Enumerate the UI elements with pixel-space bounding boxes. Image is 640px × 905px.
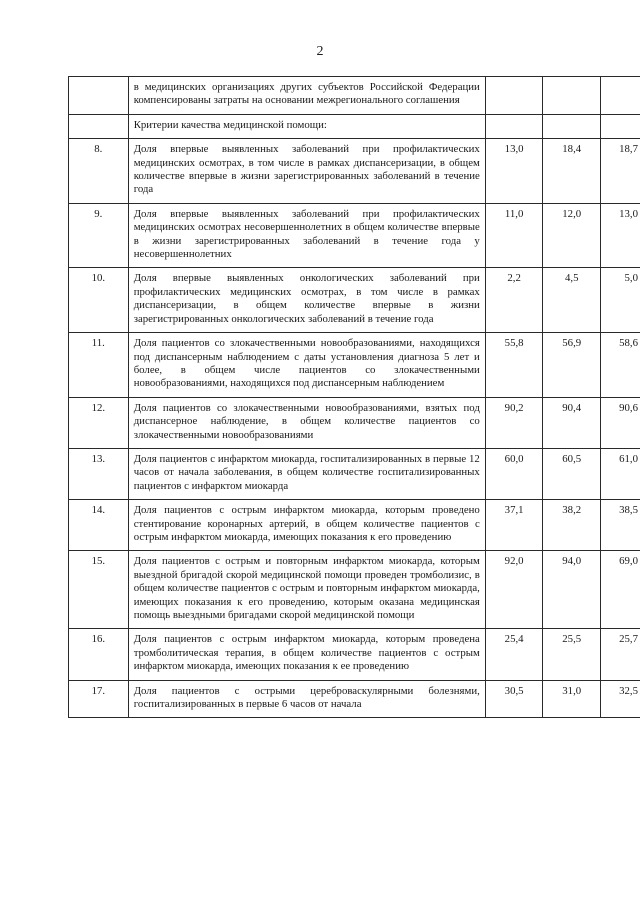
table-row: [69, 139, 640, 204]
value-year-1: 37,1: [485, 500, 543, 551]
value-year-1: 2,2: [485, 268, 543, 333]
value-year-2: 25,5: [543, 629, 601, 680]
row-number: 12.: [69, 397, 129, 448]
value-year-2: [543, 77, 601, 115]
value-year-3: [601, 77, 640, 115]
value-year-2: 56,9: [543, 333, 601, 398]
value-year-1: [485, 77, 543, 115]
value-year-1: 30,5: [485, 680, 543, 718]
row-description: Доля впервые выявленных онкологических заболеваний при профилактических медицинских осмотрах, в том числе в рамках диспансеризации, в общем количестве впервые в жизни зарегистрированных онкологических заболеваний в течение года: [128, 268, 485, 333]
row-description: Доля пациентов с острыми цереброваскулярными болезнями, госпитализированных в первые 6 часов от начала: [128, 680, 485, 718]
row-description: Доля пациентов со злокачественными новообразованиями, находящихся под диспансерным наблюдением с даты установления диагноза 5 лет и более, в общем числе пациентов со злокачественными новообразованиями, находящихся под диспансерным наблюдением: [128, 333, 485, 398]
row-number: [69, 77, 129, 115]
row-number: 8.: [69, 139, 129, 204]
table-row: [69, 77, 640, 115]
value-year-1: 11,0: [485, 203, 543, 268]
row-number: [69, 114, 129, 138]
row-number: 17.: [69, 680, 129, 718]
value-year-1: 13,0: [485, 139, 543, 204]
table-row: [69, 114, 640, 138]
row-number: 10.: [69, 268, 129, 333]
row-number: 13.: [69, 448, 129, 499]
value-year-3: [601, 114, 640, 138]
value-year-3: 69,0: [601, 551, 640, 629]
value-year-1: 90,2: [485, 397, 543, 448]
value-year-3: 5,0: [601, 268, 640, 333]
row-description: Доля впервые выявленных заболеваний при профилактических медицинских осмотрах, в том числе в рамках диспансеризации, в общем количестве впервые в жизни зарегистрированных заболеваний в течение года: [128, 139, 485, 204]
value-year-2: 12,0: [543, 203, 601, 268]
row-description: Доля пациентов с инфарктом миокарда, госпитализированных в первые 12 часов от начала заболевания, в общем количестве госпитализированных пациентов с инфарктом миокарда: [128, 448, 485, 499]
table-row: [69, 397, 640, 448]
page-number: 2: [316, 44, 324, 59]
row-description: Доля пациентов с острым и повторным инфарктом миокарда, которым выездной бригадой скорой медицинской помощи проведен тромболизис, в общем количестве пациентов с острым и повторным инфарктом миокарда, имеющих показания к его проведению, которым оказана медицинская помощь выездными бригадами скорой медицинской помощи: [128, 551, 485, 629]
row-description: Доля пациентов с острым инфарктом миокарда, которым проведено стентирование коронарных артерий, в общем количестве пациентов с острым инфарктом миокарда, имеющих показания к его проведению: [128, 500, 485, 551]
table-row: [69, 203, 640, 268]
value-year-3: 25,7: [601, 629, 640, 680]
value-year-2: 4,5: [543, 268, 601, 333]
value-year-1: [485, 114, 543, 138]
table-row: [69, 680, 640, 718]
table-row: [69, 629, 640, 680]
value-year-2: [543, 114, 601, 138]
value-year-3: 13,0: [601, 203, 640, 268]
value-year-1: 60,0: [485, 448, 543, 499]
row-description: в медицинских организациях других субъектов Российской Федерации компенсированы затраты на основании межрегионального соглашения: [128, 77, 485, 115]
value-year-3: 90,6: [601, 397, 640, 448]
value-year-3: 61,0: [601, 448, 640, 499]
criteria-table: [68, 76, 640, 718]
row-description: Доля пациентов с острым инфарктом миокарда, которым проведена тромболитическая терапия, в общем количестве пациентов с острым инфарктом миокарда, имеющих показания к ее проведению: [128, 629, 485, 680]
value-year-2: 31,0: [543, 680, 601, 718]
table-row: [69, 448, 640, 499]
table-row: [69, 500, 640, 551]
row-description: Доля впервые выявленных заболеваний при профилактических медицинских осмотрах несовершеннолетних в общем количестве впервые в жизни зарегистрированных заболеваний в течение года у несовершеннолетних: [128, 203, 485, 268]
value-year-2: 94,0: [543, 551, 601, 629]
value-year-2: 38,2: [543, 500, 601, 551]
value-year-3: 38,5: [601, 500, 640, 551]
value-year-3: 58,6: [601, 333, 640, 398]
row-number: 14.: [69, 500, 129, 551]
value-year-2: 90,4: [543, 397, 601, 448]
value-year-1: 25,4: [485, 629, 543, 680]
value-year-2: 18,4: [543, 139, 601, 204]
value-year-3: 32,5: [601, 680, 640, 718]
row-number: 11.: [69, 333, 129, 398]
value-year-3: 18,7: [601, 139, 640, 204]
value-year-2: 60,5: [543, 448, 601, 499]
section-heading: Критерии качества медицинской помощи:: [128, 114, 485, 138]
value-year-1: 92,0: [485, 551, 543, 629]
table-row: [69, 333, 640, 398]
row-number: 16.: [69, 629, 129, 680]
row-number: 15.: [69, 551, 129, 629]
value-year-1: 55,8: [485, 333, 543, 398]
row-description: Доля пациентов со злокачественными новообразованиями, взятых под диспансерное наблюдение, в общем количестве пациентов со злокачественными новообразованиями: [128, 397, 485, 448]
table-row: [69, 551, 640, 629]
table-row: [69, 268, 640, 333]
row-number: 9.: [69, 203, 129, 268]
